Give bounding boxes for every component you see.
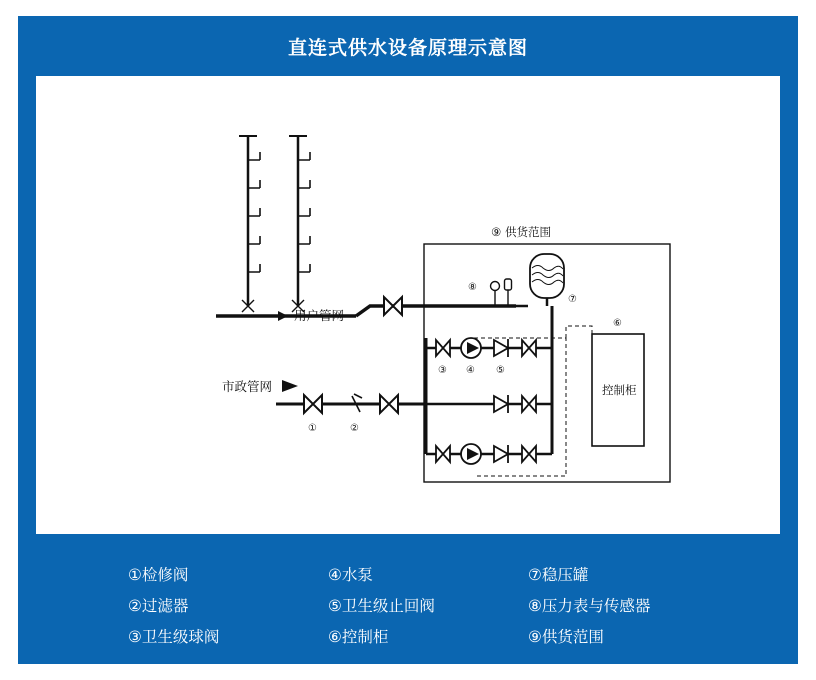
ball-valve-bottom-out: [522, 446, 536, 462]
control-cabinet-label: 控制柜: [602, 383, 637, 397]
pump-manifold: [426, 306, 552, 454]
ball-valve-3-top: [436, 340, 450, 356]
callout-2: ②: [350, 423, 359, 434]
callout-5: ⑤: [496, 365, 505, 376]
check-valve-middle: [494, 395, 508, 413]
page-title: 直连式供水设备原理示意图: [287, 36, 528, 59]
legend-item: ⑦稳压罐: [528, 566, 589, 584]
callout-6: ⑥: [613, 318, 622, 329]
callout-3: ③: [438, 365, 447, 376]
callout-1: ①: [308, 423, 317, 434]
ball-valve-3-bottom: [436, 446, 450, 462]
check-valve-5-bottom: [494, 445, 508, 463]
user-flow-arrow: [278, 311, 288, 321]
callout-7: ⑦: [568, 294, 577, 305]
poster-panel: [18, 16, 798, 664]
pressure-gauge-icon: [491, 282, 500, 291]
municipal-valve-b: [380, 395, 398, 413]
municipal-network-label: 市政管网: [222, 379, 273, 394]
valve-1-maintenance: [304, 395, 322, 413]
ball-valve-top-out: [522, 340, 536, 356]
riser-1-taps: [248, 152, 260, 272]
title-bar: [18, 16, 798, 76]
legend-panel: [18, 534, 798, 664]
legend-item: ④水泵: [328, 566, 373, 584]
legend-item: ⑤卫生级止回阀: [328, 597, 435, 615]
municipal-flow-arrow: [282, 380, 298, 392]
user-line-valve: [384, 297, 402, 315]
legend-item: ③卫生级球阀: [128, 628, 220, 646]
pressure-sensor-icon: [505, 279, 512, 290]
legend-item: ②过滤器: [128, 597, 189, 615]
user-network-pipe: [216, 306, 516, 316]
legend-grid: [128, 560, 728, 653]
supply-scope-label: ⑨ 供货范围: [491, 225, 551, 239]
stabilizer-tank-7: [530, 254, 564, 306]
ball-valve-middle-out: [522, 396, 536, 412]
legend-item: ⑧压力表与传感器: [528, 597, 651, 615]
gauge-sensor-8: [488, 279, 528, 306]
callout-4: ④: [466, 365, 475, 376]
control-link-dashed: [566, 326, 592, 376]
legend-item: ①检修阀: [128, 566, 189, 584]
riser-2-taps: [298, 152, 310, 272]
schematic-diagram: [36, 76, 780, 534]
check-valve-5-top: [494, 339, 508, 357]
diagram-canvas: [36, 76, 780, 534]
user-network-label: 用户管网: [294, 308, 345, 323]
callout-8: ⑧: [468, 282, 477, 293]
legend-item: ⑥控制柜: [328, 628, 389, 646]
riser-pipes-group: [239, 136, 310, 312]
legend-item: ⑨供货范围: [528, 628, 604, 646]
